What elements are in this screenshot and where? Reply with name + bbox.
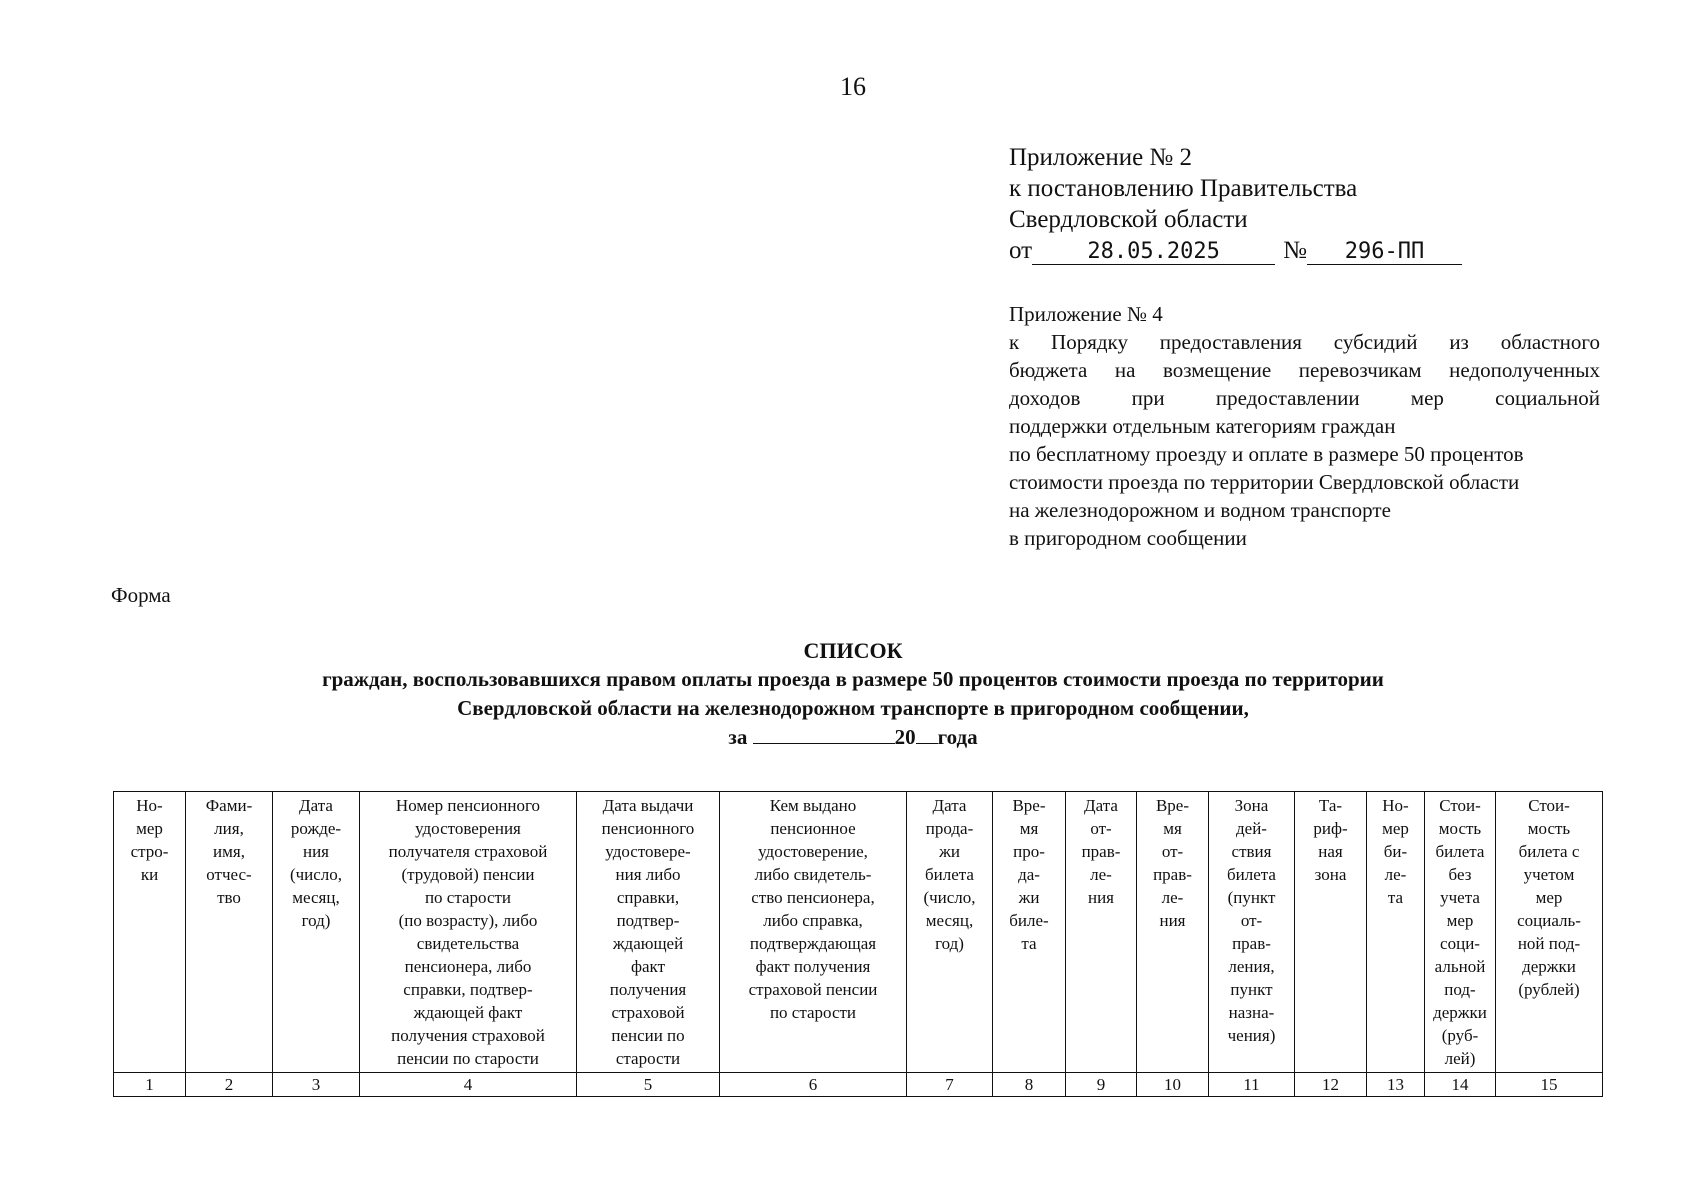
col-header-departure-time: Вре- мя от- прав- ле- ния <box>1137 792 1209 1073</box>
column-number: 2 <box>186 1073 273 1097</box>
year-blank-field[interactable] <box>916 723 938 744</box>
column-number: 14 <box>1425 1073 1496 1097</box>
column-number: 13 <box>1367 1073 1425 1097</box>
column-number: 7 <box>907 1073 993 1097</box>
col-header-birth-date: Дата рожде- ния (число, месяц, год) <box>273 792 360 1073</box>
list-heading <box>0 636 1706 752</box>
appendix-4-line: стоимости проезда по территории Свердловской области <box>1009 470 1520 494</box>
appendix-4-line: доходов при предоставлении мер социальной <box>1009 386 1600 410</box>
list-subtitle-line-1: граждан, воспользовавшихся правом оплаты проезда в размере 50 процентов стоимости проезда по территории <box>322 667 1384 691</box>
col-header-issued-by: Кем выдано пенсионное удостоверение, либо свидетель- ство пенсионера, либо справка, подтверждающая факт получения страховой пенсии по старости <box>720 792 907 1073</box>
column-number: 8 <box>993 1073 1066 1097</box>
appendix-4-title: Приложение № 4 <box>1009 302 1163 326</box>
column-number: 4 <box>360 1073 577 1097</box>
column-number: 11 <box>1209 1073 1295 1097</box>
list-subtitle-line-2: Свердловской области на железнодорожном транспорте в пригородном сообщении, <box>457 696 1249 720</box>
col-header-ticket-zone: Зона дей- ствия билета (пункт от- прав- ления, пункт назна- чения) <box>1209 792 1295 1073</box>
appendix-4-line: в пригородном сообщении <box>1009 526 1247 550</box>
appendix-4-line: бюджета на возмещение перевозчикам недополученных <box>1009 358 1600 382</box>
col-header-price-without-support: Стои- мость билета без учета мер соци- альной под- держки (руб- лей) <box>1425 792 1496 1073</box>
appendix-4-block <box>1009 300 1600 552</box>
col-header-row-number: Но- мер стро- ки <box>114 792 186 1073</box>
decree-number: 296-ПП <box>1307 240 1462 265</box>
period-line <box>0 723 1706 752</box>
column-number: 5 <box>577 1073 720 1097</box>
decree-date-number <box>1009 235 1609 266</box>
appendix-2-block <box>1009 142 1609 266</box>
appendix-2-title: Приложение № 2 <box>1009 144 1193 171</box>
table-column-number-row <box>114 1073 1603 1097</box>
col-header-ticket-sale-date: Дата прода- жи билета (число, месяц, год) <box>907 792 993 1073</box>
appendix-4-line: по бесплатному проезду и оплате в размере 50 процентов <box>1009 442 1524 466</box>
number-label: № <box>1283 237 1307 264</box>
col-header-tariff-zone: Та- риф- ная зона <box>1295 792 1367 1073</box>
period-year: 20 <box>894 725 916 749</box>
column-number: 12 <box>1295 1073 1367 1097</box>
col-header-issue-date: Дата выдачи пенсионного удостовере- ния либо справки, подтвер- ждающей факт получения страховой пенсии по старости <box>577 792 720 1073</box>
appendix-4-line: поддержки отдельным категориям граждан <box>1009 414 1396 438</box>
column-number: 3 <box>273 1073 360 1097</box>
list-title: СПИСОК <box>803 638 903 663</box>
col-header-ticket-number: Но- мер би- ле- та <box>1367 792 1425 1073</box>
column-number: 15 <box>1496 1073 1603 1097</box>
column-number: 1 <box>114 1073 186 1097</box>
col-header-full-name: Фами- лия, имя, отчес- тво <box>186 792 273 1073</box>
col-header-price-with-support: Стои- мость билета с учетом мер социаль- ной под- держки (рублей) <box>1496 792 1603 1073</box>
col-header-ticket-sale-time: Вре- мя про- да- жи биле- та <box>993 792 1066 1073</box>
appendix-2-line-3: Свердловской области <box>1009 206 1248 233</box>
column-number: 6 <box>720 1073 907 1097</box>
form-label: Форма <box>111 583 171 607</box>
period-blank-field[interactable] <box>753 723 895 744</box>
decree-date: 28.05.2025 <box>1032 240 1275 265</box>
appendix-4-line: к Порядку предоставления субсидий из областного <box>1009 330 1600 354</box>
col-header-pension-certificate-number: Номер пенсионного удостоверения получателя страховой (трудовой) пенсии по старости (по возрасту), либо свидетельства пенсионера, либо справки, подтвер- ждающей факт получения страховой пенсии по старости <box>360 792 577 1073</box>
page-number: 16 <box>840 72 866 101</box>
column-number: 9 <box>1066 1073 1137 1097</box>
from-label: от <box>1009 237 1033 264</box>
appendix-4-line: на железнодорожном и водном транспорте <box>1009 498 1391 522</box>
period-suffix: года <box>937 725 978 749</box>
period-prefix: за <box>728 725 748 749</box>
table-header-row <box>114 792 1603 1073</box>
citizens-list-table <box>113 791 1603 1097</box>
col-header-departure-date: Дата от- прав- ле- ния <box>1066 792 1137 1073</box>
appendix-2-line-2: к постановлению Правительства <box>1009 175 1358 202</box>
column-number: 10 <box>1137 1073 1209 1097</box>
